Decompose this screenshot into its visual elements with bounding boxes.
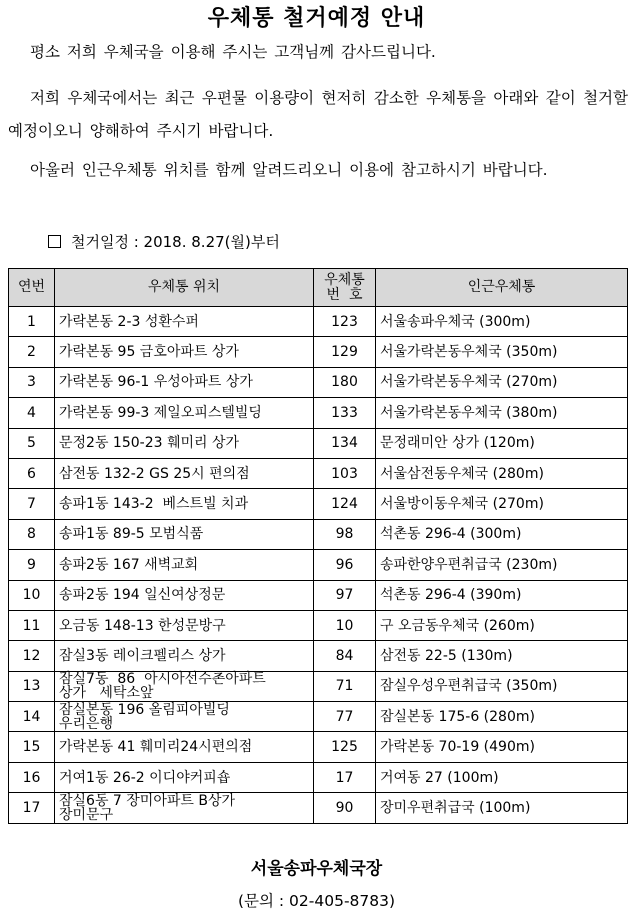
cell-location-line1: 잠실본동 196 올림피아빌딩: [59, 701, 230, 718]
cell-no: 8: [9, 519, 55, 549]
cell-mailbox-number: 134: [314, 428, 376, 458]
table-row: [9, 762, 628, 792]
table-row: [9, 580, 628, 610]
cell-nearby-mailbox: 석촌동 296-4 (300m): [376, 519, 628, 549]
cell-no: 11: [9, 610, 55, 640]
cell-mailbox-number: 129: [314, 337, 376, 367]
cell-no: 16: [9, 762, 55, 792]
cell-location-line2: 우리은행: [59, 715, 114, 732]
cell-nearby-mailbox: 문정래미안 상가 (120m): [376, 428, 628, 458]
cell-mailbox-number: 84: [314, 641, 376, 671]
cell-no: 12: [9, 641, 55, 671]
cell-location: 송파2동 167 새벽교회: [55, 550, 314, 580]
cell-nearby-mailbox: 서울송파우체국 (300m): [376, 307, 628, 337]
cell-nearby-mailbox: 장미우편취급국 (100m): [376, 793, 628, 823]
cell-location-line1: 잠실7동 86 아시아선수촌아파트: [59, 671, 266, 688]
cell-no: 5: [9, 428, 55, 458]
table-row: [9, 793, 628, 823]
table-row: [9, 732, 628, 762]
document-title: 우체통 철거예정 안내: [207, 5, 426, 31]
cell-mailbox-number: 97: [314, 580, 376, 610]
header-number: [314, 269, 376, 307]
checkbox-square-icon: [48, 235, 61, 248]
cell-nearby-mailbox: 잠실본동 175-6 (280m): [376, 702, 628, 732]
table-row: [9, 641, 628, 671]
cell-nearby-mailbox: 서울방이동우체국 (270m): [376, 489, 628, 519]
table-row: [9, 610, 628, 640]
table-header-row: [9, 269, 628, 307]
header-location: 우체통 위치: [55, 269, 314, 307]
table-row: [9, 489, 628, 519]
table-row: [9, 367, 628, 397]
table-row: [9, 550, 628, 580]
cell-nearby-mailbox: 송파한양우편취급국 (230m): [376, 550, 628, 580]
cell-location: [55, 702, 314, 732]
cell-nearby-mailbox: 거여동 27 (100m): [376, 762, 628, 792]
cell-location: 가락본동 41 훼미리24시편의점: [55, 732, 314, 762]
cell-location: 송파2동 194 일신여상정문: [55, 580, 314, 610]
cell-location: [55, 671, 314, 701]
table-row: [9, 458, 628, 488]
cell-nearby-mailbox: 서울가락본동우체국 (350m): [376, 337, 628, 367]
cell-nearby-mailbox: 서울가락본동우체국 (270m): [376, 367, 628, 397]
cell-location-line2: 장미문구: [59, 806, 114, 823]
paragraph-removal-notice: 저희 우체국에서는 최근 우편물 이용량이 현저히 감소한 우체통을 아래와 같이 철거할 예정이오니 양해하여 주시기 바랍니다.: [8, 89, 628, 140]
cell-location: 잠실3동 레이크펠리스 상가: [55, 641, 314, 671]
cell-nearby-mailbox: 석촌동 296-4 (390m): [376, 580, 628, 610]
cell-mailbox-number: 10: [314, 610, 376, 640]
cell-location: 송파1동 143-2 베스트빌 치과: [55, 489, 314, 519]
issuing-organization: 서울송파우체국장: [250, 859, 383, 879]
cell-mailbox-number: 71: [314, 671, 376, 701]
cell-no: 1: [9, 307, 55, 337]
removal-schedule: [48, 230, 280, 254]
cell-location: 가락본동 95 금호아파트 상가: [55, 337, 314, 367]
table-row: [9, 671, 628, 701]
cell-nearby-mailbox: 가락본동 70-19 (490m): [376, 732, 628, 762]
cell-mailbox-number: 125: [314, 732, 376, 762]
cell-location: 삼전동 132-2 GS 25시 편의점: [55, 458, 314, 488]
cell-no: 7: [9, 489, 55, 519]
cell-no: 4: [9, 398, 55, 428]
cell-no: 17: [9, 793, 55, 823]
cell-location: 가락본동 96-1 우성아파트 상가: [55, 367, 314, 397]
removal-schedule-text: 철거일정 : 2018. 8.27(월)부터: [71, 233, 280, 251]
cell-mailbox-number: 98: [314, 519, 376, 549]
cell-no: 14: [9, 702, 55, 732]
cell-mailbox-number: 103: [314, 458, 376, 488]
cell-nearby-mailbox: 잠실우성우편취급국 (350m): [376, 671, 628, 701]
table-row: [9, 428, 628, 458]
paragraph-greeting: 평소 저희 우체국을 이용해 주시는 고객님께 감사드립니다.: [30, 43, 436, 61]
cell-nearby-mailbox: 서울가락본동우체국 (380m): [376, 398, 628, 428]
cell-no: 10: [9, 580, 55, 610]
table-row: [9, 337, 628, 367]
cell-nearby-mailbox: 삼전동 22-5 (130m): [376, 641, 628, 671]
table-body: [9, 307, 628, 824]
cell-location: 문정2동 150-23 훼미리 상가: [55, 428, 314, 458]
cell-nearby-mailbox: 서울삼전동우체국 (280m): [376, 458, 628, 488]
cell-mailbox-number: 180: [314, 367, 376, 397]
cell-no: 3: [9, 367, 55, 397]
cell-location-line1: 잠실6동 7 장미아파트 B상가: [59, 792, 236, 809]
cell-no: 6: [9, 458, 55, 488]
cell-mailbox-number: 77: [314, 702, 376, 732]
header-number-line2: 번 호: [326, 286, 363, 303]
header-number-line1: 우체통: [324, 271, 365, 288]
cell-location: 송파1동 89-5 모범식품: [55, 519, 314, 549]
cell-location: 거여1동 26-2 이디야커피숍: [55, 762, 314, 792]
contact-phone: (문의 : 02-405-8783): [237, 892, 396, 910]
cell-mailbox-number: 96: [314, 550, 376, 580]
cell-no: 9: [9, 550, 55, 580]
cell-location: [55, 793, 314, 823]
cell-nearby-mailbox: 구 오금동우체국 (260m): [376, 610, 628, 640]
cell-location: 가락본동 2-3 성환수퍼: [55, 307, 314, 337]
header-no: 연번: [9, 269, 55, 307]
cell-mailbox-number: 124: [314, 489, 376, 519]
cell-mailbox-number: 90: [314, 793, 376, 823]
cell-mailbox-number: 133: [314, 398, 376, 428]
mailbox-removal-table: [8, 268, 628, 824]
paragraph-nearby-info: 아울러 인근우체통 위치를 함께 알려드리오니 이용에 참고하시기 바랍니다.: [30, 161, 548, 179]
table-row: [9, 307, 628, 337]
cell-location-line2: 상가 세탁소앞: [59, 685, 154, 702]
cell-mailbox-number: 123: [314, 307, 376, 337]
cell-location: 가락본동 99-3 제일오피스텔빌딩: [55, 398, 314, 428]
cell-mailbox-number: 17: [314, 762, 376, 792]
cell-no: 13: [9, 671, 55, 701]
cell-location: 오금동 148-13 한성문방구: [55, 610, 314, 640]
cell-no: 2: [9, 337, 55, 367]
table-row: [9, 398, 628, 428]
cell-no: 15: [9, 732, 55, 762]
table-row: [9, 519, 628, 549]
table-row: [9, 702, 628, 732]
header-nearby: 인근우체통: [376, 269, 628, 307]
